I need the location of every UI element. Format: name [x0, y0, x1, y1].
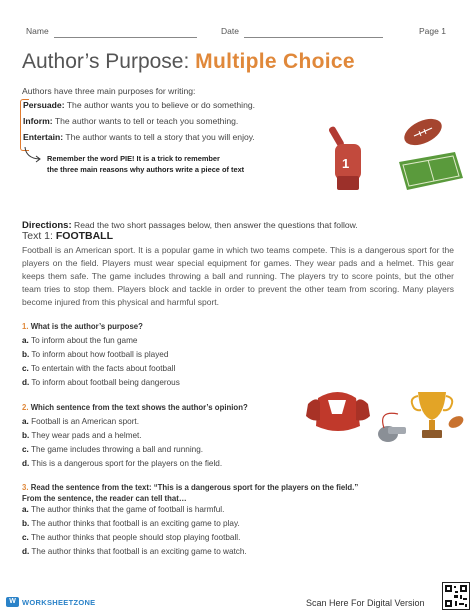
- directions: Directions: Read the two short passages below, then answer the questions that follow.: [22, 220, 358, 231]
- option-1a[interactable]: a. To inform about the fun game: [22, 336, 138, 345]
- trophy-icon: [412, 392, 466, 438]
- date-field-line[interactable]: [244, 37, 383, 38]
- option-1d[interactable]: d. To inform about football being dangerous: [22, 378, 180, 387]
- option-3d[interactable]: d. The author thinks that football is an exciting game to watch.: [22, 547, 247, 556]
- purpose-entertain: Entertain: The author wants to tell a story that you will enjoy.: [23, 132, 255, 142]
- option-2d[interactable]: d. This is a dangerous sport for the players on the field.: [22, 459, 223, 468]
- question-2-options: [22, 415, 222, 471]
- worksheetzone-logo-icon: W: [6, 597, 19, 607]
- svg-text:1: 1: [342, 156, 350, 171]
- date-label: Date: [221, 26, 239, 36]
- football-illustration: [315, 110, 465, 196]
- title-part-1: Author’s Purpose:: [22, 50, 196, 73]
- page-title: [22, 50, 355, 74]
- text1-heading: Text 1: FOOTBALL: [22, 230, 114, 242]
- option-2c[interactable]: c. The game includes throwing a ball and running.: [22, 445, 204, 454]
- page-number: Page 1: [419, 26, 446, 36]
- footer-logo[interactable]: [6, 597, 95, 607]
- football-field-icon: [399, 152, 463, 190]
- scan-text: Scan Here For Digital Version: [306, 598, 425, 608]
- question-2-prompt: 2. Which sentence from the text shows the author’s opinion?: [22, 403, 248, 412]
- logo-text: WORKSHEETZONE: [22, 597, 96, 607]
- name-field-line[interactable]: [54, 37, 197, 38]
- option-3b[interactable]: b. The author thinks that football is an exciting game to play.: [22, 519, 240, 528]
- equipment-illustration: [298, 380, 468, 458]
- whistle-icon: [378, 413, 406, 442]
- purpose-persuade: Persuade: The author wants you to believe or do something.: [23, 100, 256, 110]
- shoulder-pads-icon: [306, 392, 370, 431]
- question-3-prompt: 3. Read the sentence from the text: “This is a dangerous sport for the players on the field.” From the sentence, the reader can tell that…: [22, 483, 359, 503]
- title-part-2: Multiple Choice: [195, 50, 355, 73]
- pie-note: Remember the word PIE! It is a trick to remember the three main reasons why authors write a piece of text: [47, 154, 245, 174]
- question-3-options: [22, 503, 247, 559]
- question-1-options: [22, 334, 180, 390]
- option-1b[interactable]: b. To inform about how football is played: [22, 350, 169, 359]
- option-3a[interactable]: a. The author thinks that the game of football is harmful.: [22, 505, 225, 514]
- foam-finger-icon: [328, 125, 361, 190]
- name-label: Name: [26, 26, 49, 36]
- football-icon: [400, 114, 446, 151]
- option-2a[interactable]: a. Football is an American sport.: [22, 417, 139, 426]
- option-1c[interactable]: c. To entertain with the facts about football: [22, 364, 176, 373]
- purpose-inform: Inform: The author wants to tell or teach you something.: [23, 116, 239, 126]
- option-2b[interactable]: b. They wear pads and a helmet.: [22, 431, 142, 440]
- option-3c[interactable]: c. The author thinks that people should stop playing football.: [22, 533, 241, 542]
- arrow-icon: [22, 146, 46, 164]
- intro-lead: Authors have three main purposes for writing:: [22, 86, 196, 96]
- question-1-prompt: 1. What is the author’s purpose?: [22, 322, 143, 331]
- passage-football: Football is an American sport. It is a popular game in which two teams compete. This is a dangerous sport for the players on the field. Players must wear special equipment for games. They wear pads and a helmet. This gear keeps them safe. The game includes throwing a ball and running. The players try to score points, but the other team tries to stop them. Players block and tackle in order to prevent the other team from scoring. Many players become injured from this physical and harmful sport.: [22, 245, 454, 307]
- qr-code-icon[interactable]: [442, 582, 470, 610]
